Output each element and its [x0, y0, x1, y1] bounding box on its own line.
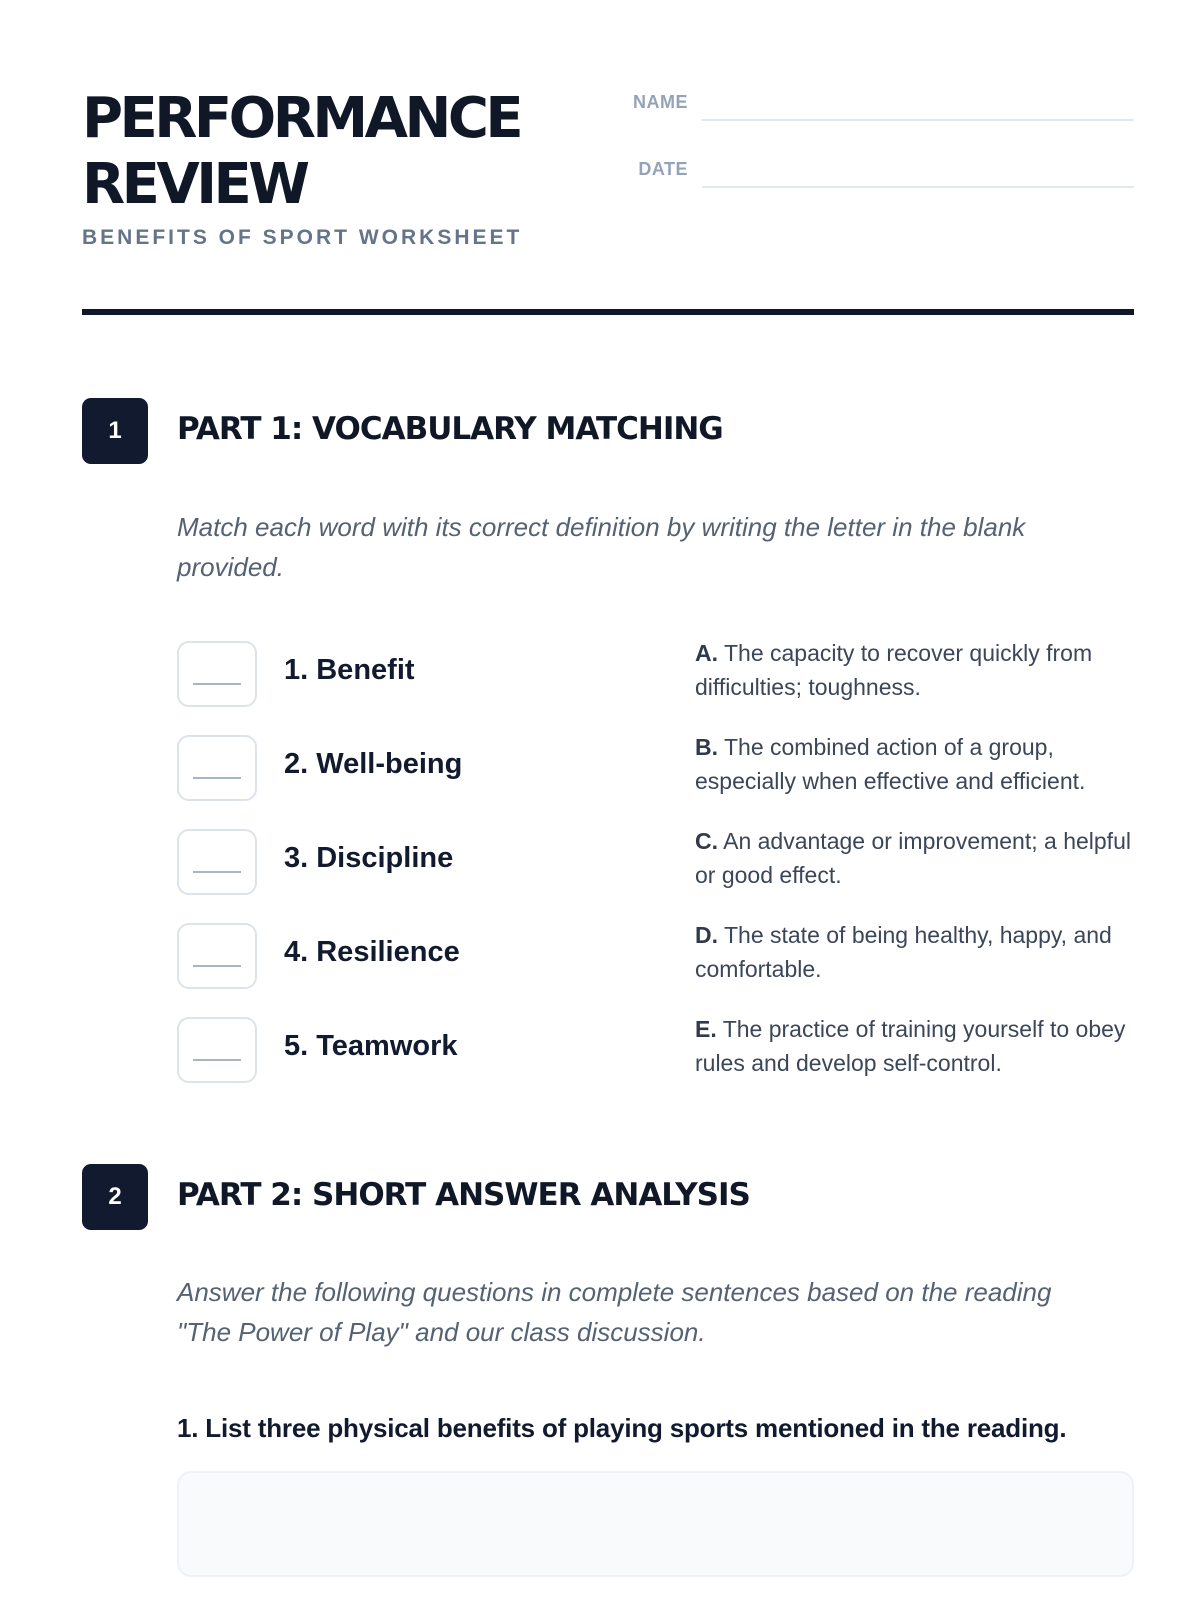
answer-blank — [193, 777, 241, 779]
definition-text: The state of being healthy, happy, and comfortable. — [695, 922, 1112, 982]
part2-instructions: Answer the following questions in complete sentences based on the reading "The Power of Play" and our class discussion. — [177, 1277, 1052, 1347]
answer-textarea-1[interactable] — [177, 1471, 1134, 1577]
matching-row — [177, 828, 1137, 908]
definition-d — [695, 918, 1145, 986]
definition-letter: E. — [695, 1016, 717, 1042]
term-4: 4. Resilience — [284, 936, 460, 968]
definition-letter: C. — [695, 828, 718, 854]
title-line-1: PERFORMANCE — [82, 86, 521, 151]
part1-number-badge: 1 — [82, 398, 148, 464]
answer-blank — [193, 683, 241, 685]
page-subtitle: BENEFITS OF SPORT WORKSHEET — [82, 226, 523, 249]
term-2: 2. Well-being — [284, 748, 463, 780]
title-line-2: REVIEW — [82, 152, 307, 217]
part2-title: PART 2: SHORT ANSWER ANALYSIS — [177, 1177, 750, 1213]
date-line[interactable] — [702, 186, 1134, 188]
name-label: NAME — [633, 92, 688, 112]
term-5: 5. Teamwork — [284, 1030, 458, 1062]
term-1: 1. Benefit — [284, 654, 415, 686]
question-1: 1. List three physical benefits of playing sports mentioned in the reading. — [177, 1413, 1067, 1443]
definition-b — [695, 730, 1145, 798]
answer-box-5[interactable] — [177, 1017, 257, 1083]
answer-blank — [193, 965, 241, 967]
definition-e — [695, 1012, 1145, 1080]
definition-text: The capacity to recover quickly from difficulties; toughness. — [695, 640, 1093, 700]
answer-box-4[interactable] — [177, 923, 257, 989]
matching-row — [177, 1016, 1137, 1096]
answer-box-1[interactable] — [177, 641, 257, 707]
name-line[interactable] — [702, 119, 1134, 121]
date-field[interactable] — [600, 155, 1134, 191]
name-field[interactable] — [600, 88, 1134, 124]
answer-box-2[interactable] — [177, 735, 257, 801]
part2-number-badge: 2 — [82, 1164, 148, 1230]
term-3: 3. Discipline — [284, 842, 454, 874]
definition-a — [695, 636, 1145, 704]
definition-c — [695, 824, 1145, 892]
header-divider — [82, 309, 1134, 315]
definition-letter: B. — [695, 734, 718, 760]
definition-text: The combined action of a group, especially when effective and efficient. — [695, 734, 1086, 794]
page-title — [82, 86, 602, 218]
answer-box-3[interactable] — [177, 829, 257, 895]
date-label: DATE — [638, 159, 688, 179]
definition-letter: D. — [695, 922, 718, 948]
matching-row — [177, 640, 1137, 720]
matching-row — [177, 922, 1137, 1002]
definition-text: The practice of training yourself to obey rules and develop self-control. — [695, 1016, 1126, 1076]
definition-letter: A. — [695, 640, 718, 666]
part1-instructions: Match each word with its correct definition by writing the letter in the blank provided. — [177, 512, 1026, 582]
answer-blank — [193, 871, 241, 873]
part1-title: PART 1: VOCABULARY MATCHING — [177, 411, 723, 447]
matching-row — [177, 734, 1137, 814]
definition-text: An advantage or improvement; a helpful or good effect. — [695, 828, 1131, 888]
answer-blank — [193, 1059, 241, 1061]
